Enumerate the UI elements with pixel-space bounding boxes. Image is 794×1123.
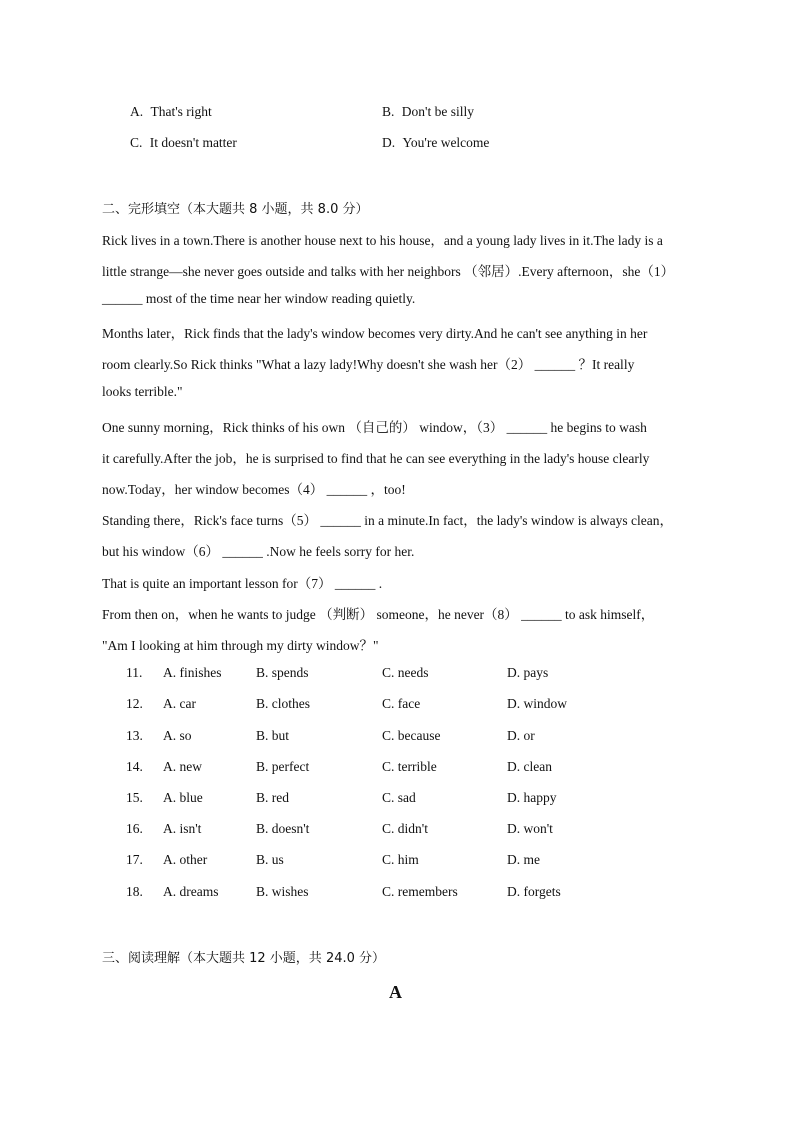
choice-b: B. red [256,790,289,805]
question-number: 12. [126,696,143,711]
choice-c: C. face [382,696,421,711]
choice-a: A. blue [163,790,203,805]
choice-c: C. him [382,852,419,867]
question-number: 17. [126,852,143,867]
choice-b: B. spends [256,665,309,680]
prev-option-d [382,135,489,151]
choice-c: C. sad [382,790,416,805]
choice-b: B. but [256,728,290,743]
choice-b: B. doesn't [256,821,310,836]
choice-a: A. car [163,696,196,711]
question-number: 14. [126,759,143,774]
choice-d: D. clean [507,759,552,774]
choice-d: D. won't [507,821,553,836]
section-heading-cloze: 二、完形填空（本大题共 8 小题，共 8.0 分） [102,202,369,217]
option-letter: A. [130,104,144,119]
option-text: It doesn't matter [149,135,237,150]
passage-line: looks terrible." [102,384,183,399]
choice-c: C. needs [382,665,429,680]
option-text: Don't be silly [401,104,474,119]
choice-b: B. wishes [256,884,309,899]
choice-b: B. perfect [256,759,310,774]
choice-a: A. other [163,852,208,867]
choice-a: A. new [163,759,202,774]
choice-c: C. because [382,728,441,743]
choice-a: A. isn't [163,821,202,836]
passage-line: now.Today，her window becomes（4） ______ ，too! [102,482,406,497]
choice-c: C. terrible [382,759,437,774]
question-number: 11. [126,665,143,680]
choice-c: C. didn't [382,821,428,836]
reading-part-title: A [389,982,402,1002]
choice-d: D. me [507,852,540,867]
option-letter: B. [382,104,395,119]
option-text: That's right [150,104,212,119]
question-number: 13. [126,728,143,743]
passage-line: ______ most of the time near her window reading quietly. [102,291,416,306]
passage-line: room clearly.So Rick thinks "What a lazy lady!Why doesn't she wash her（2） ______ ？It really [102,357,635,372]
choice-d: D. forgets [507,884,561,899]
passage-line: "Am I looking at him through my dirty window？" [102,638,379,653]
passage-line: That is quite an important lesson for（7） ______ . [102,576,383,591]
option-text: You're welcome [402,135,490,150]
choice-d: D. happy [507,790,557,805]
passage-line: it carefully.After the job，he is surprised to find that he can see everything in the lady's house clearly [102,451,650,466]
choice-d: D. or [507,728,535,743]
choice-d: D. window [507,696,567,711]
choice-b: B. clothes [256,696,310,711]
choice-a: A. finishes [163,665,222,680]
passage-line: Standing there，Rick's face turns（5） ______ in a minute.In fact，the lady's window is always clean， [102,513,673,528]
choice-c: C. remembers [382,884,458,899]
prev-option-c [130,135,237,151]
prev-option-b [382,104,474,120]
passage-line: From then on，when he wants to judge （判断） someone，he never（8） ______ to ask himself， [102,607,655,622]
section-heading-reading: 三、阅读理解（本大题共 12 小题，共 24.0 分） [102,951,386,966]
option-letter: D. [382,135,396,150]
passage-line: Months later，Rick finds that the lady's window becomes very dirty.And he can't see anything in her [102,326,648,341]
passage-line: One sunny morning，Rick thinks of his own （自己的） window，（3） ______ he begins to wash [102,420,647,435]
passage-line: little strange—she never goes outside and talks with her neighbors （邻居）.Every afternoon，she（1） [102,264,675,279]
choice-d: D. pays [507,665,549,680]
prev-option-a [130,104,212,120]
choice-a: A. so [163,728,192,743]
question-number: 15. [126,790,143,805]
question-number: 18. [126,884,143,899]
passage-line: but his window（6） ______ .Now he feels sorry for her. [102,544,415,559]
question-number: 16. [126,821,143,836]
choice-a: A. dreams [163,884,219,899]
option-letter: C. [130,135,143,150]
passage-line: Rick lives in a town.There is another house next to his house，and a young lady lives in it.The lady is a [102,233,663,248]
choice-b: B. us [256,852,284,867]
